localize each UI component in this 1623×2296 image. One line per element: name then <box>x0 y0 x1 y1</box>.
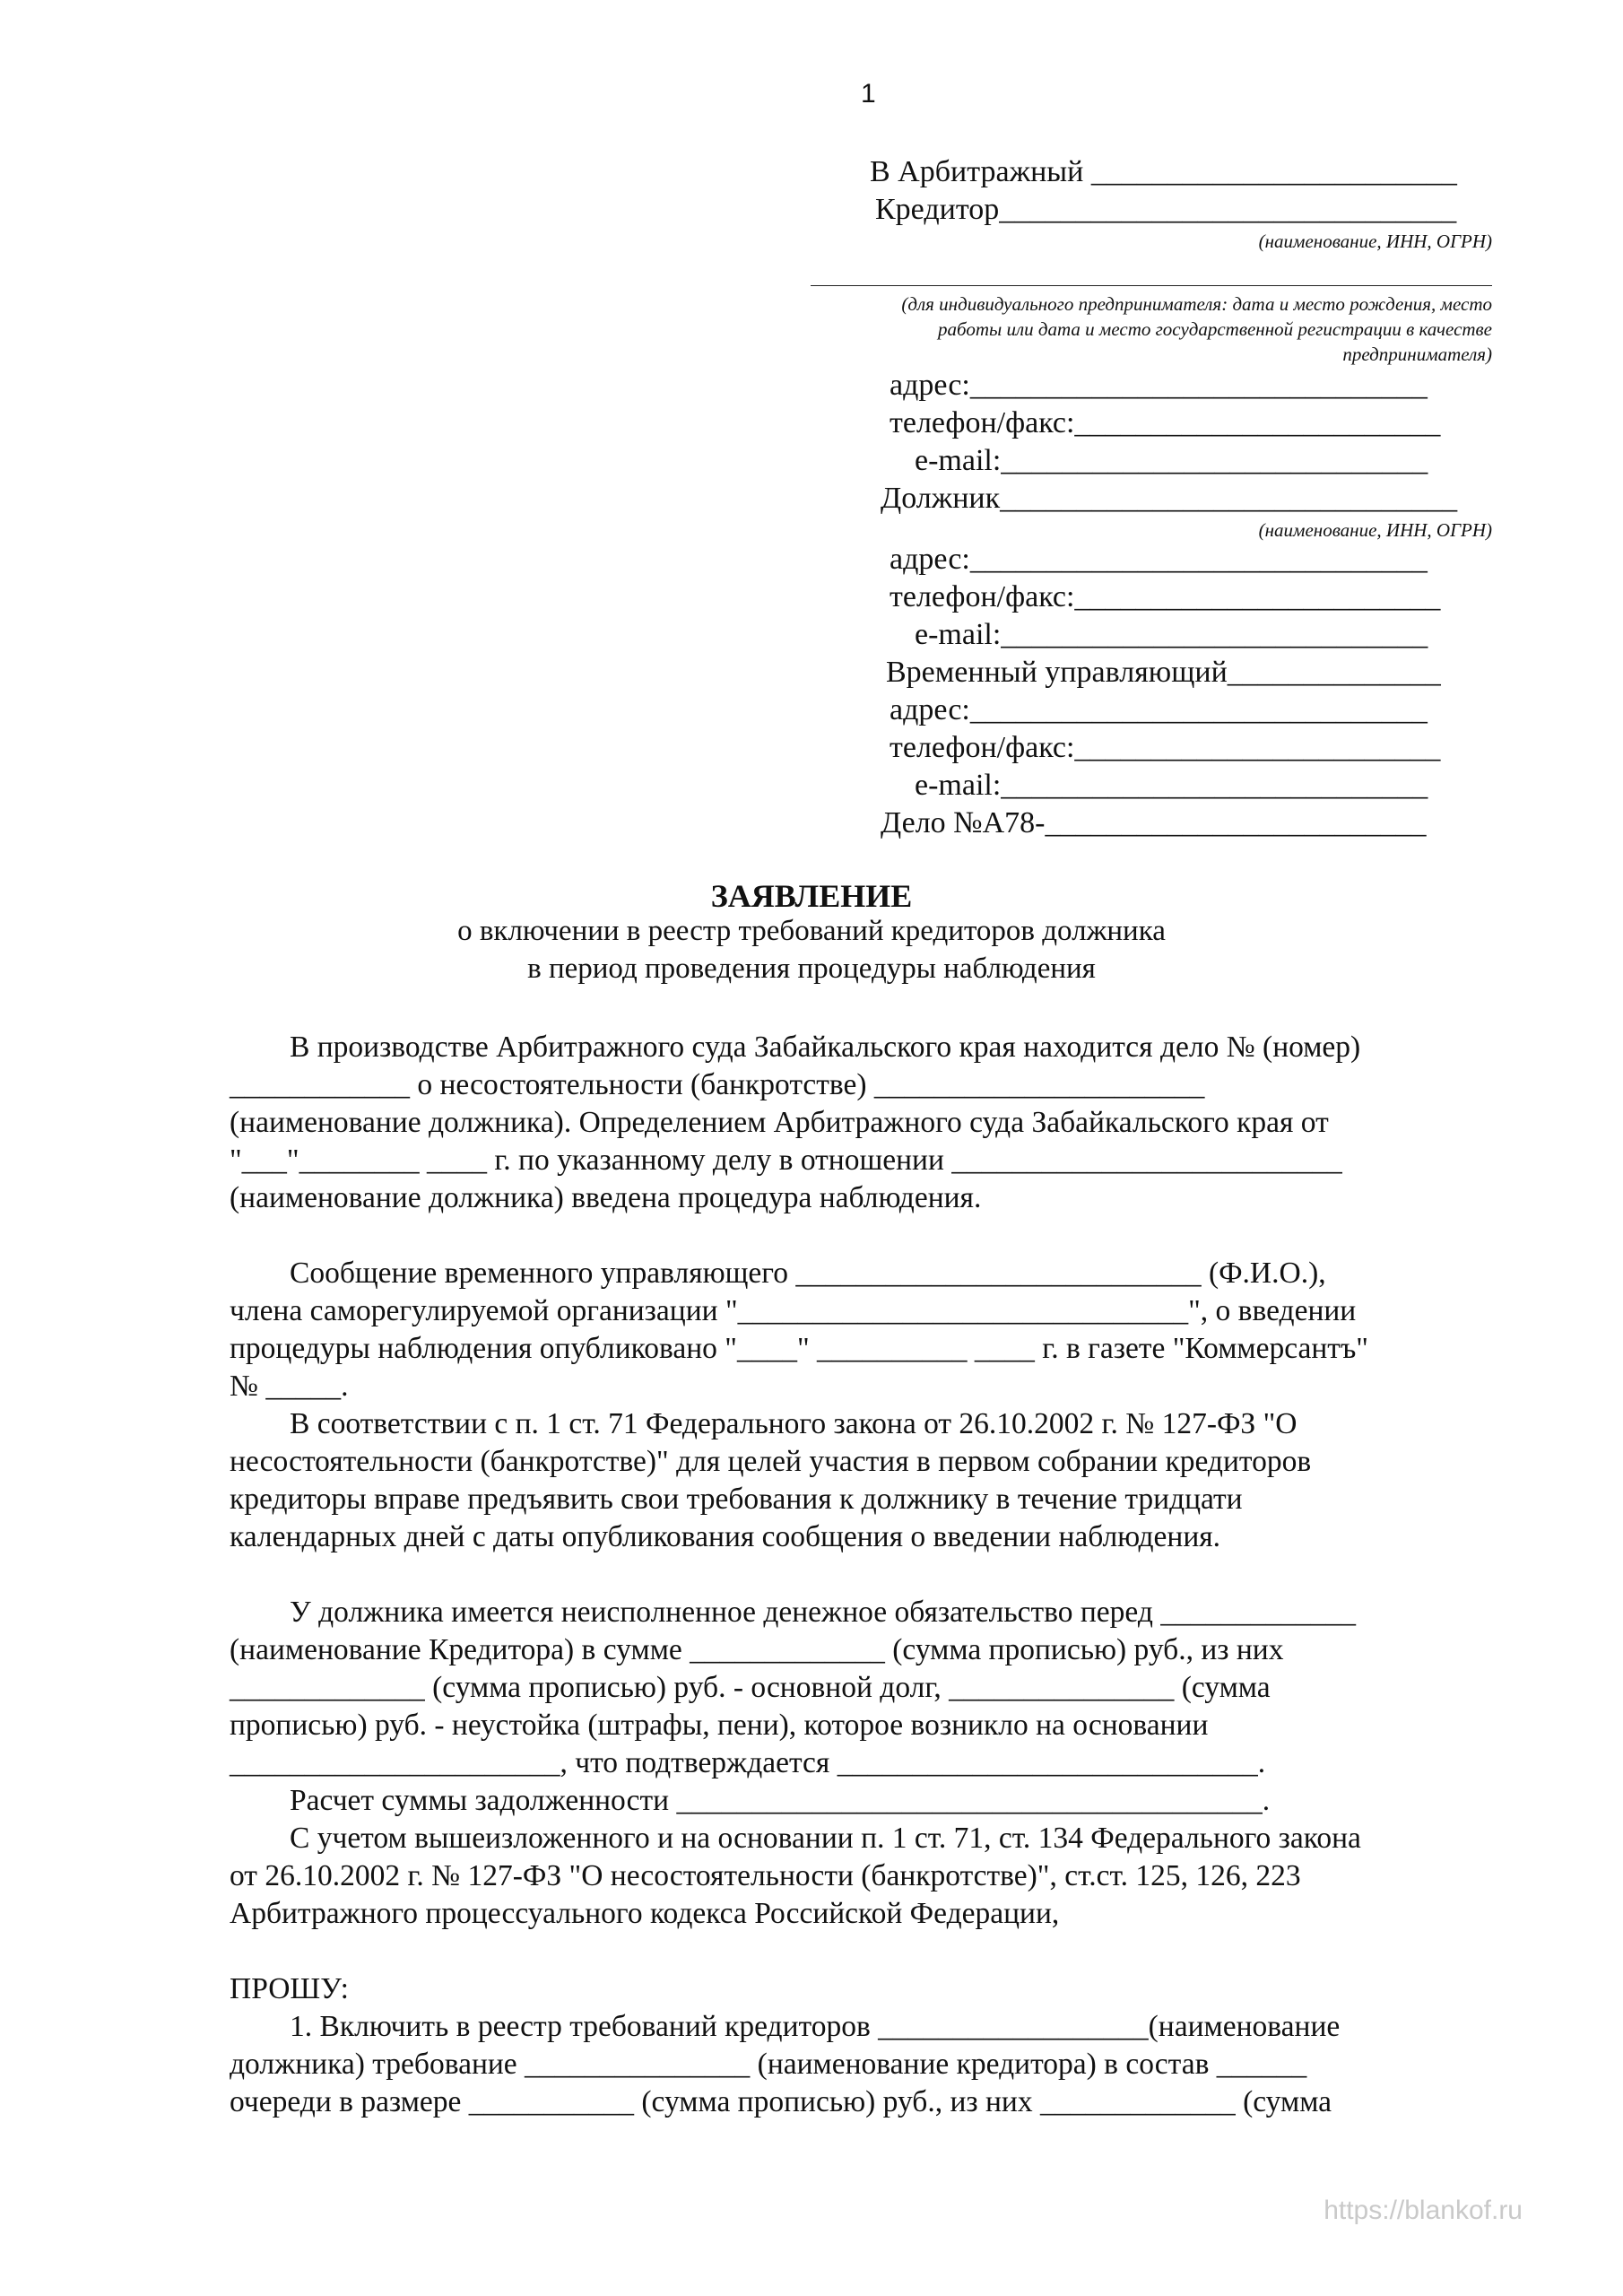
para4-line4: прописью) руб. - неустойка (штрафы, пени), которое возникло на основании <box>230 1709 1209 1742</box>
para1-line3: (наименование должника). Определением Арбитражного суда Забайкальского края от <box>230 1106 1329 1139</box>
para4-line5: ______________________, что подтверждается ____________________________. <box>230 1746 1266 1779</box>
watermark-link[interactable]: https://blankof.ru <box>1324 2196 1523 2225</box>
para6-line2: от 26.10.2002 г. № 127-ФЗ "О несостоятельности (банкротстве)", ст.ст. 125, 126, 223 <box>230 1859 1301 1892</box>
creditor-email: e-mail:____________________________ <box>915 444 1428 477</box>
para4-line3: _____________ (сумма прописью) руб. - основной долг, _______________ (сумма <box>230 1671 1271 1704</box>
para7-line1: 1. Включить в реестр требований кредиторов __________________(наименование <box>230 2010 1341 2043</box>
para3-line3: кредиторы вправе предъявить свои требования к должнику в течение тридцати <box>230 1483 1243 1516</box>
manager-line: Временный управляющий______________ <box>886 656 1441 689</box>
debtor-line: Должник______________________________ <box>881 482 1458 515</box>
para2-line2: члена саморегулируемой организации "______________________________", о введении <box>230 1294 1357 1327</box>
para4-line1: У должника имеется неисполненное денежное обязательство перед _____________ <box>230 1596 1357 1629</box>
para2-line3: процедуры наблюдения опубликовано "____" __________ ____ г. в газете "Коммерсантъ" <box>230 1332 1368 1365</box>
para3-line2: несостоятельности (банкротстве)" для целей участия в первом собрании кредиторов <box>230 1445 1312 1478</box>
para4-line2: (наименование Кредитора) в сумме _____________ (сумма прописью) руб., из них <box>230 1633 1284 1666</box>
debtor-email: e-mail:____________________________ <box>915 618 1428 651</box>
para3-line1: В соответствии с п. 1 ст. 71 Федерального закона от 26.10.2002 г. № 127-ФЗ "О <box>230 1407 1298 1440</box>
para7-line3: очереди в размере ___________ (сумма прописью) руб., из них _____________ (сумма <box>230 2085 1332 2118</box>
para2-line1: Сообщение временного управляющего ___________________________ (Ф.И.О.), <box>230 1257 1326 1290</box>
creditor-address: адрес:______________________________ <box>890 369 1428 402</box>
ip-note-3: предпринимателя) <box>1342 344 1492 365</box>
creditor-note: (наименование, ИНН, ОГРН) <box>1258 230 1492 252</box>
para6-line3: Арбитражного процессуального кодекса Российской Федерации, <box>230 1897 1060 1930</box>
manager-phone: телефон/факс:________________________ <box>890 731 1441 764</box>
para6-line1: С учетом вышеизложенного и на основании п. 1 ст. 71, ст. 134 Федерального закона <box>230 1822 1361 1855</box>
debtor-address: адрес:______________________________ <box>890 543 1428 576</box>
para1-line4: "___"________ ____ г. по указанному делу в отношении __________________________ <box>230 1144 1342 1177</box>
creditor-extra-rule <box>811 285 1492 286</box>
para5-line1: Расчет суммы задолженности _______________________________________. <box>230 1784 1271 1817</box>
debtor-note: (наименование, ИНН, ОГРН) <box>1258 519 1492 541</box>
para3-line4: календарных дней с даты опубликования сообщения о введении наблюдения. <box>230 1520 1221 1553</box>
manager-address: адрес:______________________________ <box>890 693 1428 726</box>
para2-line4: № _____. <box>230 1370 349 1403</box>
page-number: 1 <box>861 79 876 109</box>
ip-note-2: работы или дата и место государственной регистрации в качестве <box>938 318 1492 340</box>
para1-line1: В производстве Арбитражного суда Забайкальского края находится дело № (номер) <box>230 1031 1361 1064</box>
case-number: Дело №А78-_________________________ <box>881 806 1427 839</box>
para7-line2: должника) требование _______________ (наименование кредитора) в состав ______ <box>230 2048 1307 2081</box>
document-subtitle-2: в период проведения процедуры наблюдения <box>527 952 1096 985</box>
manager-email: e-mail:____________________________ <box>915 769 1428 802</box>
ip-note-1: (для индивидуального предпринимателя: дата и место рождения, место <box>901 293 1492 315</box>
para1-line5: (наименование должника) введена процедура наблюдения. <box>230 1181 982 1214</box>
debtor-phone: телефон/факс:________________________ <box>890 580 1441 613</box>
request-heading: ПРОШУ: <box>230 1972 349 2005</box>
creditor-line: Кредитор______________________________ <box>875 193 1457 226</box>
document-subtitle-1: о включении в реестр требований кредиторов должника <box>457 915 1166 947</box>
creditor-phone: телефон/факс:________________________ <box>890 406 1441 439</box>
para1-line2: ____________ о несостоятельности (банкротстве) ______________________ <box>230 1068 1205 1101</box>
document-title: ЗАЯВЛЕНИЕ <box>710 878 913 914</box>
court-line: В Арбитражный ________________________ <box>870 155 1457 188</box>
